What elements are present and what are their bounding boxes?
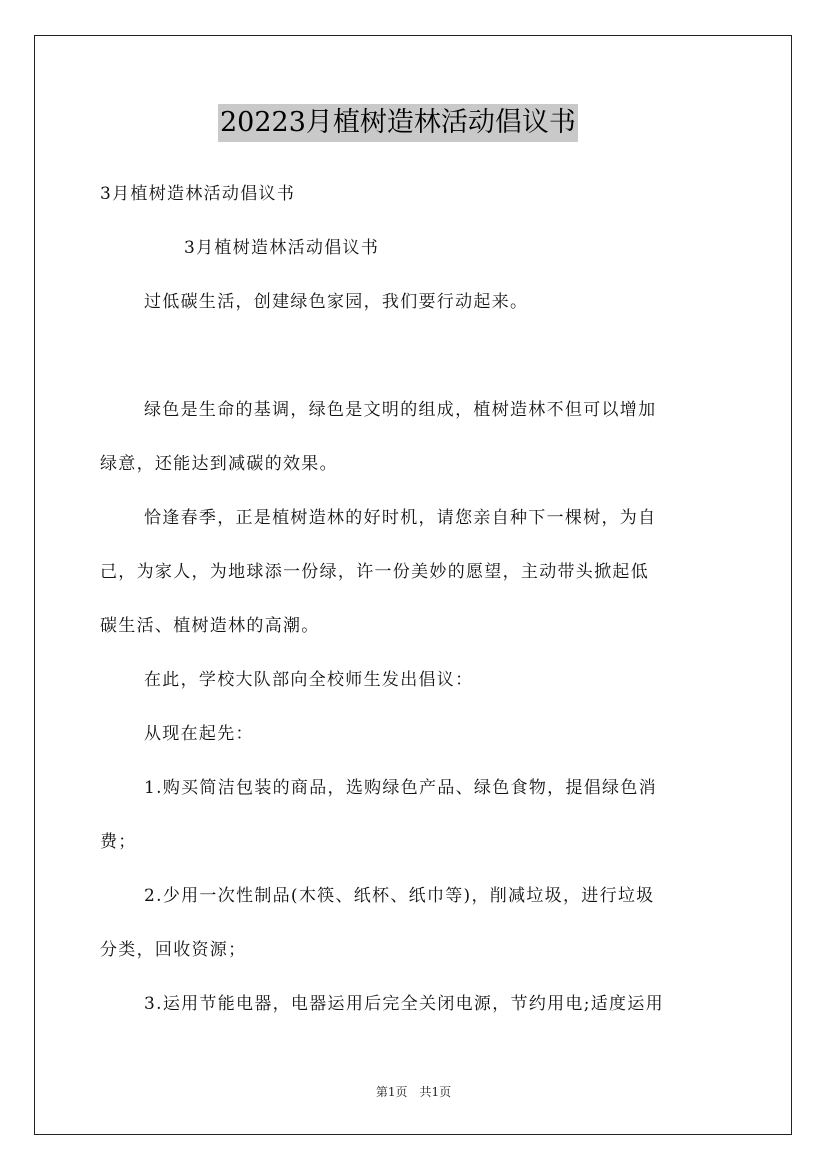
paragraph-line: 恰逢春季，正是植树造林的好时机，请您亲自种下一棵树，为自 <box>144 508 657 528</box>
list-item-line: 1.购买简洁包装的商品，选购绿色产品、绿色食物，提倡绿色消 <box>144 778 657 798</box>
list-item-line: 2.少用一次性制品(木筷、纸杯、纸巾等)，削减垃圾，进行垃圾 <box>144 886 655 906</box>
paragraph-line: 在此，学校大队部向全校师生发出倡议： <box>144 670 474 690</box>
page-number: 第1页 <box>375 1085 408 1099</box>
document-subheading: 3月植树造林活动倡议书 <box>184 238 380 258</box>
page-footer <box>0 1084 827 1100</box>
page-total: 共1页 <box>419 1085 452 1099</box>
list-item-line: 3.运用节能电器，电器运用后完全关闭电源，节约用电;适度运用 <box>144 994 664 1014</box>
paragraph-line: 绿意，还能达到减碳的效果。 <box>100 454 338 474</box>
paragraph-line: 己，为家人，为地球添一份绿，许一份美妙的愿望，主动带头掀起低 <box>100 562 649 582</box>
paragraph-line: 从现在起先： <box>144 724 254 744</box>
paragraph-line: 碳生活、植树造林的高潮。 <box>100 616 320 636</box>
list-item-line: 费； <box>100 832 137 852</box>
paragraph-line: 绿色是生命的基调，绿色是文明的组成，植树造林不但可以增加 <box>144 400 657 420</box>
paragraph-line: 过低碳生活，创建绿色家园，我们要行动起来。 <box>144 292 529 312</box>
list-item-line: 分类，回收资源； <box>100 940 247 960</box>
document-heading: 3月植树造林活动倡议书 <box>100 184 296 204</box>
document-title: 20223月植树造林活动倡议书 <box>218 104 578 142</box>
